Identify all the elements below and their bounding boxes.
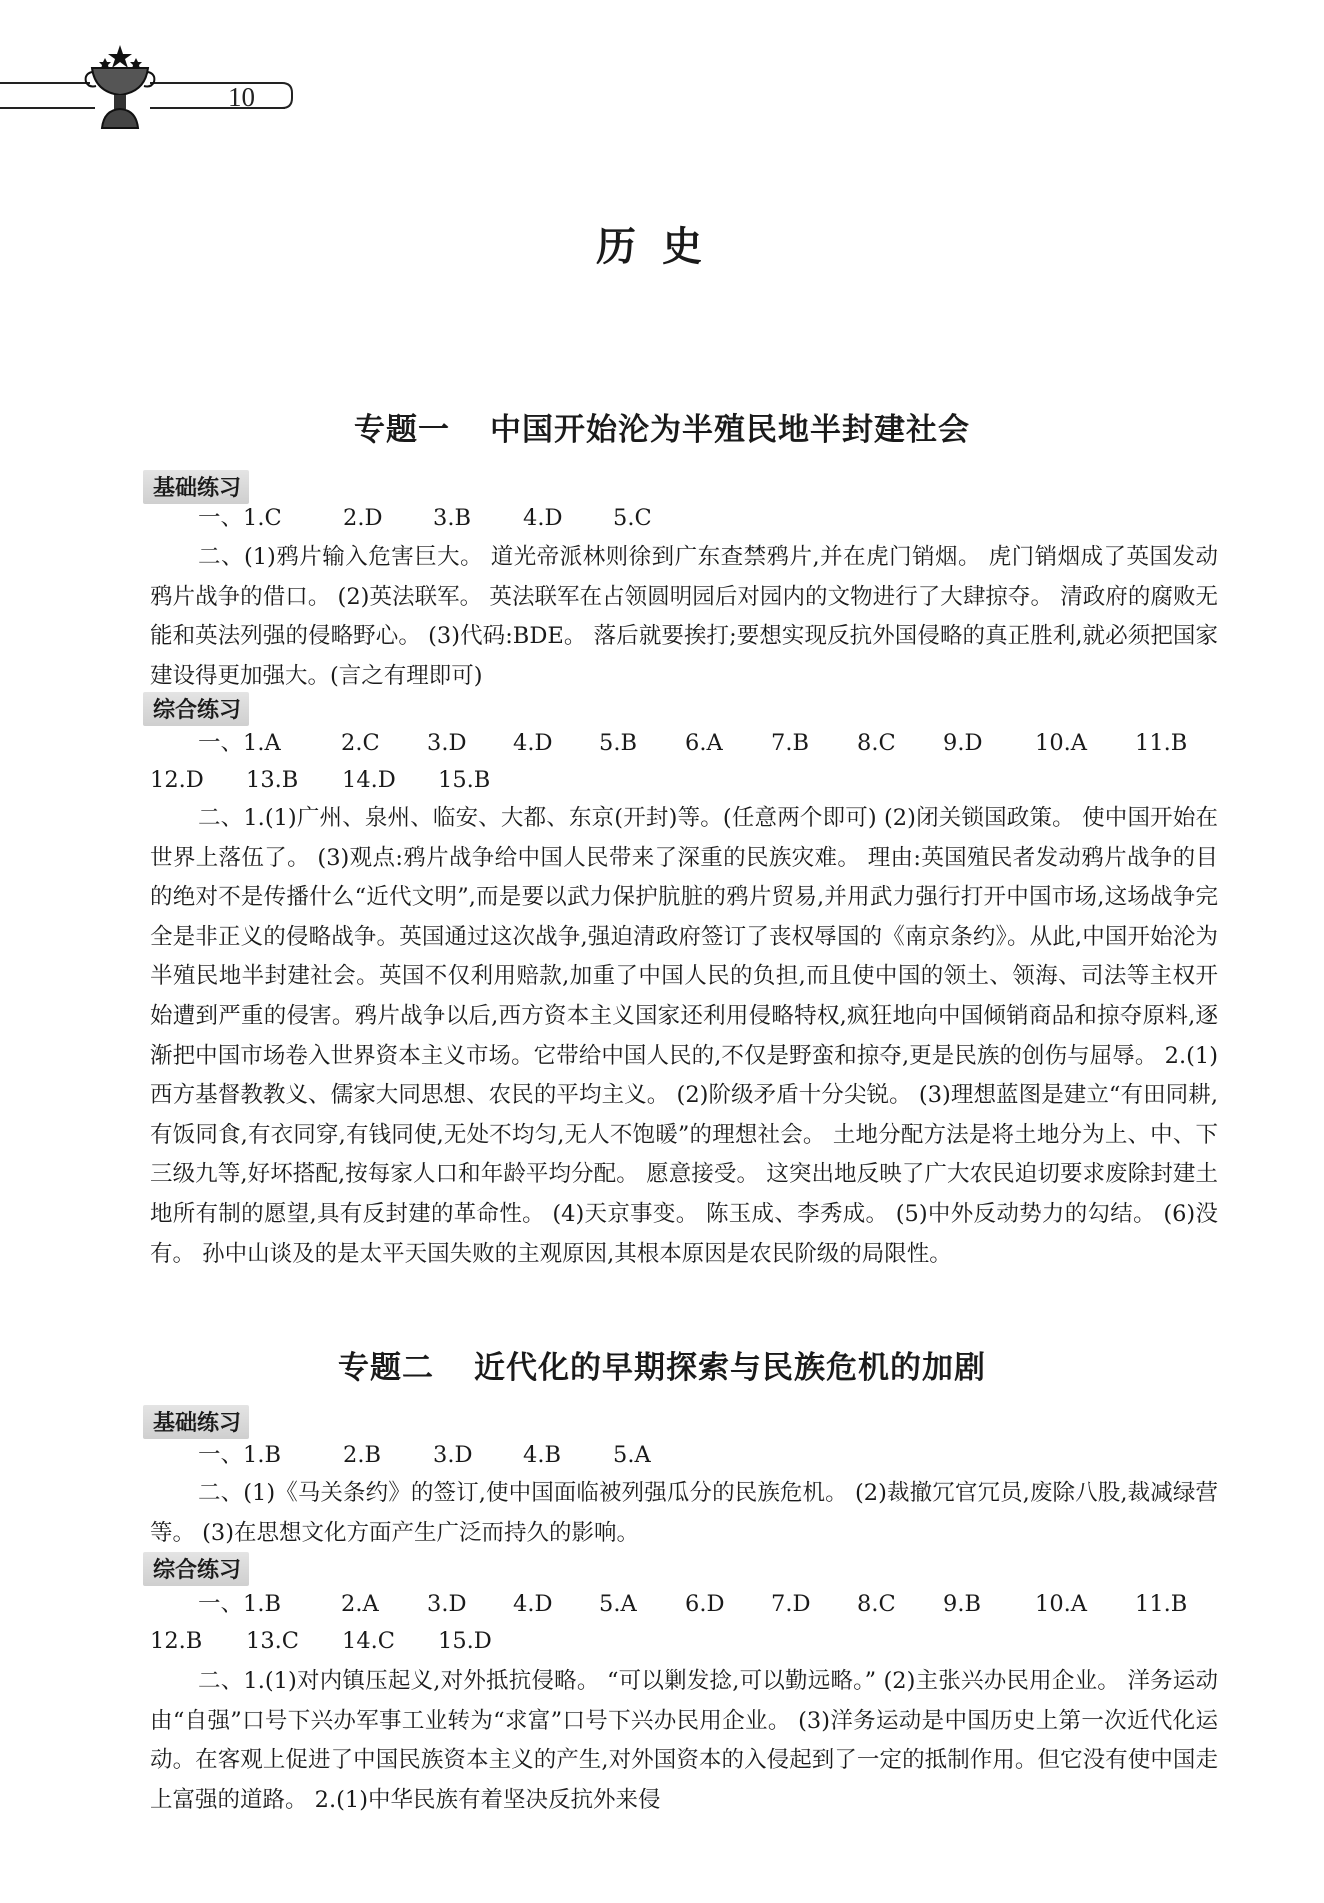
topic-heading-2 (0, 1342, 1324, 1387)
trophy-icon (86, 45, 155, 128)
section-label-basic: 基础练习 (143, 470, 249, 504)
mc-answers-row: 一、1.A 2.C 3.D 4.D 5.B 6.A 7.B 8.C 9.D 10.A 11.B (198, 730, 1188, 756)
page-header-decoration (0, 40, 300, 135)
mc-answers-row: 12.D 13.B 14.D 15.B (150, 767, 491, 793)
mc-answers: 一、1.C 2.D 3.B 4.D 5.C (198, 505, 652, 531)
topic-number: 专题二 (338, 1350, 434, 1386)
section-label-comprehensive: 综合练习 (143, 692, 249, 726)
topic-heading-1 (0, 404, 1324, 449)
mc-answers-row: 一、1.B 2.A 3.D 4.D 5.A 6.D 7.D 8.C 9.B 10.A 11.B (198, 1591, 1188, 1617)
essay-answer: 二、1.(1)对内镇压起义,对外抵抗侵略。 “可以剿发捻,可以勤远略。” (2)主张兴办民用企业。 洋务运动由“自强”口号下兴办军事工业转为“求富”口号下兴办民用企业。 (3)洋务运动是中国历史上第一次近代化运动。在客观上促进了中国民族资本主义的产生,对外国资本的入侵起到了一定的抵制作用。但它没有使中国走上富强的道路。 2.(1)中华民族有着坚决反抗外来侵 (150, 1668, 1218, 1813)
essay-answer: 二、(1)鸦片输入危害巨大。 道光帝派林则徐到广东查禁鸦片,并在虎门销烟。 虎门销烟成了英国发动鸦片战争的借口。 (2)英法联军。 英法联军在占领圆明园后对园内的文物进行了大肆掠夺。 清政府的腐败无能和英法列强的侵略野心。 (3)代码:BDE。 落后就要挨打;要想实现反抗外国侵略的真正胜利,就必须把国家建设得更加强大。(言之有理即可) (150, 544, 1218, 689)
section-label-basic: 基础练习 (143, 1405, 249, 1439)
topic-title: 中国开始沦为半殖民地半封建社会 (490, 412, 970, 448)
essay-answer: 二、1.(1)广州、泉州、临安、大都、东京(开封)等。(任意两个即可) (2)闭关锁国政策。 使中国开始在世界上落伍了。 (3)观点:鸦片战争给中国人民带来了深重的民族灾难。 理由:英国殖民者发动鸦片战争的目的绝对不是传播什么“近代文明”,而是要以武力保护肮脏的鸦片贸易,并用武力强行打开中国市场,这场战争完全是非正义的侵略战争。英国通过这次战争,强迫清政府签订了丧权辱国的《南京条约》。从此,中国开始沦为半殖民地半封建社会。英国不仅利用赔款,加重了中国人民的负担,而且使中国的领土、领海、司法等主权开始遭到严重的侵害。鸦片战争以后,西方资本主义国家还利用侵略特权,疯狂地向中国倾销商品和掠夺原料,逐渐把中国市场卷入世界资本主义市场。它带给中国人民的,不仅是野蛮和掠夺,更是民族的创伤与屈辱。 2.(1)西方基督教教义、儒家大同思想、农民的平均主义。 (2)阶级矛盾十分尖锐。 (3)理想蓝图是建立“有田同耕,有饭同食,有衣同穿,有钱同使,无处不均匀,无人不饱暖”的理想社会。 土地分配方法是将土地分为上、中、下三级九等,好坏搭配,按每家人口和年龄平均分配。 愿意接受。 这突出地反映了广大农民迫切要求废除封建土地所有制的愿望,具有反封建的革命性。 (4)天京事变。 陈玉成、李秀成。 (5)中外反动势力的勾结。 (6)没有。 孙中山谈及的是太平天国失败的主观原因,其根本原因是农民阶级的局限性。 (150, 805, 1218, 1267)
section-label-comprehensive: 综合练习 (143, 1552, 249, 1586)
topic-number: 专题一 (354, 412, 450, 448)
topic-title: 近代化的早期探索与民族危机的加剧 (474, 1350, 986, 1386)
mc-answers-row: 12.B 13.C 14.C 15.D (150, 1628, 492, 1654)
essay-answer: 二、(1)《马关条约》的签订,使中国面临被列强瓜分的民族危机。 (2)裁撤冗官冗员,废除八股,裁减绿营等。 (3)在思想文化方面产生广泛而持久的影响。 (150, 1480, 1218, 1546)
subject-title: 历史 (596, 224, 728, 270)
page-number: 10 (228, 82, 255, 112)
mc-answers: 一、1.B 2.B 3.D 4.B 5.A (198, 1442, 651, 1468)
